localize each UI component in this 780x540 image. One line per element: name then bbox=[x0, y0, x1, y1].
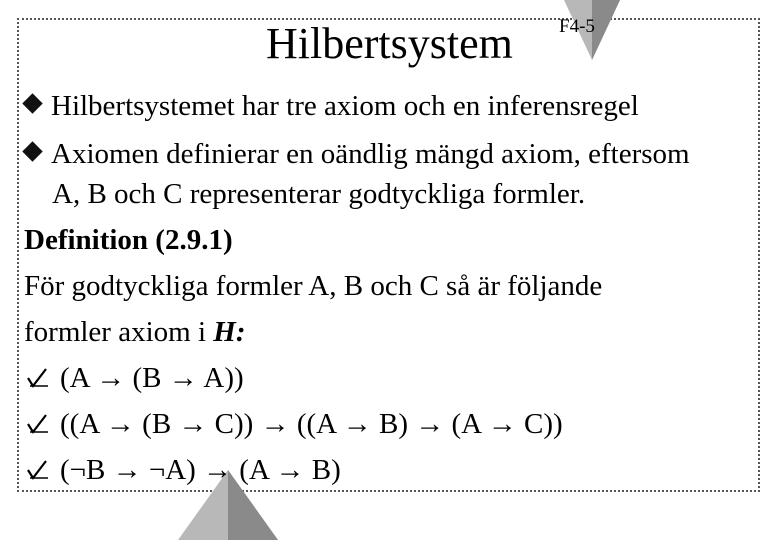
system-name: H: bbox=[213, 316, 246, 348]
check-pencil-icon bbox=[26, 452, 52, 488]
axiom-formula: (A → (B → A)) bbox=[60, 362, 244, 394]
check-pencil-icon bbox=[26, 360, 52, 396]
bullet-text: Hilbertsystemet har tre axiom och en inferensregel bbox=[51, 90, 639, 122]
axiom-formula: ((A → (B → C)) → ((A → B) → (A → C)) bbox=[60, 408, 563, 440]
axiom-formula: (¬B → ¬A) → (A → B) bbox=[60, 454, 341, 486]
bullet-continuation: A, B och C representerar godtyckliga formler. bbox=[52, 178, 586, 210]
bullet-item bbox=[24, 136, 690, 172]
definition-body-line-2 bbox=[24, 314, 245, 350]
axiom-item bbox=[26, 406, 563, 442]
slide-number: F4-5 bbox=[559, 16, 595, 37]
slide-title: Hilbertsystem bbox=[266, 19, 513, 68]
axiom-item bbox=[26, 360, 244, 396]
body-line-2-text: formler axiom i bbox=[24, 316, 214, 348]
bullet-item bbox=[24, 88, 639, 124]
check-pencil-icon bbox=[26, 406, 52, 442]
definition-heading: Definition (2.9.1) bbox=[24, 224, 233, 256]
axiom-item bbox=[26, 452, 341, 488]
bullet-text: Axiomen definierar en oändlig mängd axiom, eftersom bbox=[51, 138, 690, 170]
diamond-bullet-icon bbox=[22, 93, 42, 113]
diamond-bullet-icon bbox=[22, 141, 42, 161]
definition-body-line-1: För godtyckliga formler A, B och C så är följande bbox=[24, 270, 603, 302]
